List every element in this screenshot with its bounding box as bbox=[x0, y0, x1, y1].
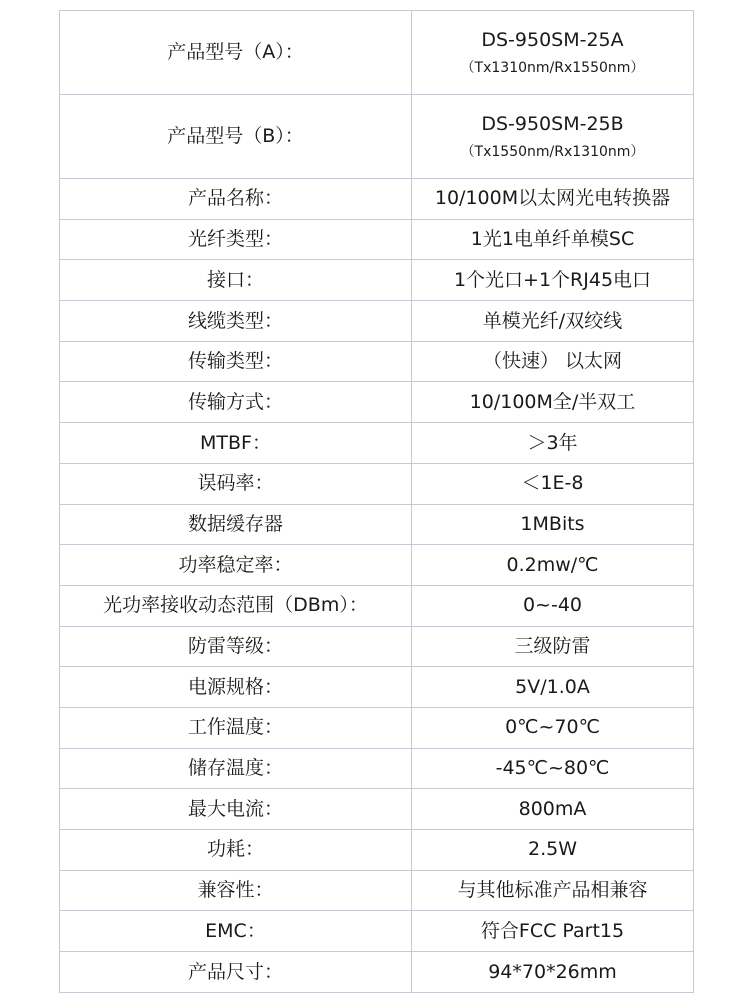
row-value: 1个光口+1个RJ45电口 bbox=[412, 260, 694, 301]
row-value: 1光1电单纤单模SC bbox=[412, 219, 694, 260]
table-row bbox=[60, 301, 694, 342]
row-value: 800mA bbox=[412, 789, 694, 830]
row-label: 光功率接收动态范围（DBm）： bbox=[60, 585, 412, 626]
row-label: 产品型号（A）： bbox=[60, 11, 412, 95]
row-label: 传输类型： bbox=[60, 341, 412, 382]
row-label: 储存温度： bbox=[60, 748, 412, 789]
row-label: 产品名称： bbox=[60, 179, 412, 220]
row-value: ＜1E-8 bbox=[412, 463, 694, 504]
wavelength-note: （Tx1310nm/Rx1550nm） bbox=[460, 59, 645, 76]
table-row bbox=[60, 789, 694, 830]
table-row bbox=[60, 95, 694, 179]
table-row bbox=[60, 870, 694, 911]
row-value: 5V/1.0A bbox=[412, 667, 694, 708]
row-label: 数据缓存器 bbox=[60, 504, 412, 545]
row-label: 防雷等级： bbox=[60, 626, 412, 667]
row-value: 单模光纤/双绞线 bbox=[412, 301, 694, 342]
table-row bbox=[60, 545, 694, 586]
row-value: 符合FCC Part15 bbox=[412, 911, 694, 952]
model-value: DS-950SM-25B bbox=[481, 112, 624, 135]
row-value bbox=[412, 95, 694, 179]
wavelength-note: （Tx1550nm/Rx1310nm） bbox=[460, 143, 645, 160]
row-label: 电源规格： bbox=[60, 667, 412, 708]
row-value: 1MBits bbox=[412, 504, 694, 545]
row-value: 10/100M全/半双工 bbox=[412, 382, 694, 423]
table-row bbox=[60, 585, 694, 626]
row-label: 工作温度： bbox=[60, 707, 412, 748]
table-row bbox=[60, 952, 694, 993]
table-row bbox=[60, 423, 694, 464]
row-value: 94*70*26mm bbox=[412, 952, 694, 993]
row-label: 接口： bbox=[60, 260, 412, 301]
row-label: 传输方式： bbox=[60, 382, 412, 423]
table-row bbox=[60, 911, 694, 952]
table-row bbox=[60, 260, 694, 301]
table-row bbox=[60, 179, 694, 220]
table-row bbox=[60, 830, 694, 871]
row-value: 三级防雷 bbox=[412, 626, 694, 667]
row-label: 最大电流： bbox=[60, 789, 412, 830]
row-label: 光纤类型： bbox=[60, 219, 412, 260]
row-label: 功耗： bbox=[60, 830, 412, 871]
table-row bbox=[60, 707, 694, 748]
row-label: 功率稳定率： bbox=[60, 545, 412, 586]
row-value bbox=[412, 11, 694, 95]
row-label: 产品尺寸： bbox=[60, 952, 412, 993]
table-row bbox=[60, 382, 694, 423]
row-value: 10/100M以太网光电转换器 bbox=[412, 179, 694, 220]
table-row bbox=[60, 463, 694, 504]
row-value: 0~-40 bbox=[412, 585, 694, 626]
row-value: 2.5W bbox=[412, 830, 694, 871]
row-label: EMC： bbox=[60, 911, 412, 952]
table-row bbox=[60, 219, 694, 260]
row-value: ＞3年 bbox=[412, 423, 694, 464]
row-label: 线缆类型： bbox=[60, 301, 412, 342]
row-label: 误码率： bbox=[60, 463, 412, 504]
table-row bbox=[60, 667, 694, 708]
row-value: 0℃~70℃ bbox=[412, 707, 694, 748]
table-row bbox=[60, 341, 694, 382]
row-value: 0.2mw/℃ bbox=[412, 545, 694, 586]
row-label: MTBF： bbox=[60, 423, 412, 464]
spec-table bbox=[59, 10, 694, 993]
model-value: DS-950SM-25A bbox=[481, 28, 624, 51]
row-value: -45℃~80℃ bbox=[412, 748, 694, 789]
table-row bbox=[60, 11, 694, 95]
row-value: （快速） 以太网 bbox=[412, 341, 694, 382]
table-row bbox=[60, 748, 694, 789]
row-value: 与其他标准产品相兼容 bbox=[412, 870, 694, 911]
table-row bbox=[60, 504, 694, 545]
table-row bbox=[60, 626, 694, 667]
row-label: 兼容性： bbox=[60, 870, 412, 911]
row-label: 产品型号（B）： bbox=[60, 95, 412, 179]
